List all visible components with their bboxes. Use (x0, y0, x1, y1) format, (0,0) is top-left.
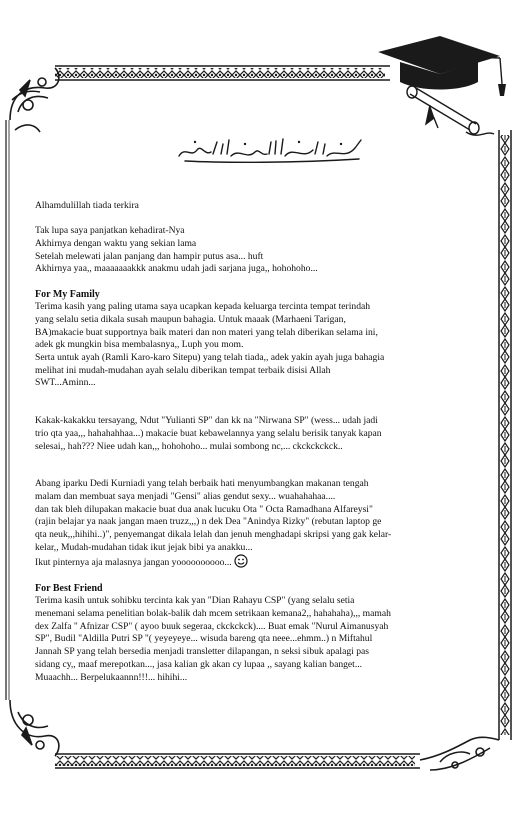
in-law-line (35, 554, 490, 570)
corner-ornament-bottom-right (420, 737, 499, 770)
family-line: BA)makacie buat supportnya baik materi dan non materi yang telah diberikan selama ini, (35, 326, 378, 338)
right-border (499, 130, 511, 740)
intro-line: Setelah melewati jalan panjang dan hampir putus asa... huft (35, 250, 264, 262)
in-law-line: kelar,, Mudah-mudahan tidak ikut jejak bibi ya anakku... (35, 541, 253, 553)
siblings-line: trio qta yaa,,, hahahahhaa...) makacie buat kebawelannya yang selalu berisik tanyak kapan (35, 427, 382, 439)
intro-line: Akhirnya dengan waktu yang sekian lama (35, 237, 197, 249)
bismillah-calligraphy (175, 136, 365, 164)
in-law-line: (rajin belajar ya naak jangan maen truzz,,,) n dek Dea "Anindya Rizky" (rebutan laptop ge (35, 516, 382, 528)
in-law-line: malam dan membuat saya menjadi "Gensi" alias gendut sexy... wuahahahaa.... (35, 490, 336, 502)
left-border (6, 120, 9, 700)
friend-line: Terima kasih untuk sohibku tercinta kak yan "Dian Rahayu CSP" (yang selalu setia (35, 595, 355, 607)
in-law-line: dan tak bleh dilupakan makacie buat dua anak lucuku Ota " Octa Ramadhana Alfareysi" (35, 503, 373, 515)
intro-line: Akhirnya yaa,, maaaaaaakkk anakmu udah jadi sarjana juga,, hohohoho... (35, 263, 318, 275)
acknowledgement-text (35, 200, 490, 684)
graduation-cap-icon (378, 36, 506, 96)
siblings-line: selesai,, hah??? Niee udah kan,,, hohohoho... mulai sombong nc,... ckckckckck.. (35, 440, 343, 452)
friend-line: SP", Budil "Aldilla Putri SP "( yeyeyeye... wisuda bareng qta neee...ehmm..) n Miftahul (35, 633, 373, 645)
family-line: adek gk mungkin bisa membalasnya,, Luph you mom. (35, 339, 244, 351)
section-heading-friend: For Best Friend (35, 582, 103, 594)
family-line: yang selalu setia dikala susah maupun bahagia. Untuk maaak (Marhaeni Tarigan, (35, 313, 346, 325)
family-line: Serta untuk ayah (Ramli Karo-karo Sitepu) yang telah tiada,, adek yakin ayah juga bahagia (35, 352, 385, 364)
corner-ornament-bottom-left (10, 700, 59, 756)
friend-line: menemani selama penelitian bolak-balik dah mcem setrikaan kemana2,, hahahaha),,, mamah (35, 608, 391, 620)
diploma-scroll-icon (407, 86, 494, 135)
in-law-line: qta neuk,,,hihihi..)", penyemangat dikala lelah dan jenuh menghadapi skripsi yang gak kelar- (35, 529, 392, 541)
friend-line: dex Zalfa " Afnizar CSP" ( ayoo buuk segeraa, ckckckck).... Buat emak "Nurul Aimanusyah (35, 620, 389, 632)
siblings-line: Kakak-kakakku tersayang, Ndut "Yulianti SP" dan kk na "Nirwana SP" (wess... udah jadi (35, 415, 378, 427)
family-line: melihat ini mudah-mudahan ayah selalu diberikan tempat terbaik disisi Allah (35, 364, 331, 376)
section-heading-family: For My Family (35, 288, 100, 300)
closing-phrase: Ikut pinternya aja malasnya jangan yoooooooooo... (35, 557, 232, 569)
bottom-border (55, 754, 420, 768)
family-line: Terima kasih yang paling utama saya ucapkan kepada keluarga tercinta tempat terindah (35, 301, 371, 313)
friend-line: Muaachh... Berpelukaannn!!!... hihihi... (35, 671, 188, 683)
top-border (55, 66, 390, 80)
smiley-icon (234, 554, 248, 568)
intro-line: Tak lupa saya panjatkan kehadirat-Nya (35, 225, 185, 237)
friend-line: sidang cy,, maaf merepotkan..., jasa kalian gk akan cy lupaa ,, sayang kalian banget... (35, 658, 363, 670)
opening-line: Alhamdulillah tiada terkira (35, 200, 139, 211)
friend-line: Jannah SP yang telah bersedia menjadi transletter dilapangan, n seksi sibuk apalagi pas (35, 646, 370, 658)
family-line: SWT...Aminn... (35, 377, 96, 389)
in-law-line: Abang iparku Dedi Kurniadi yang telah berbaik hati menyumbangkan makanan tengah (35, 478, 369, 490)
corner-ornament-top-left (10, 68, 59, 132)
